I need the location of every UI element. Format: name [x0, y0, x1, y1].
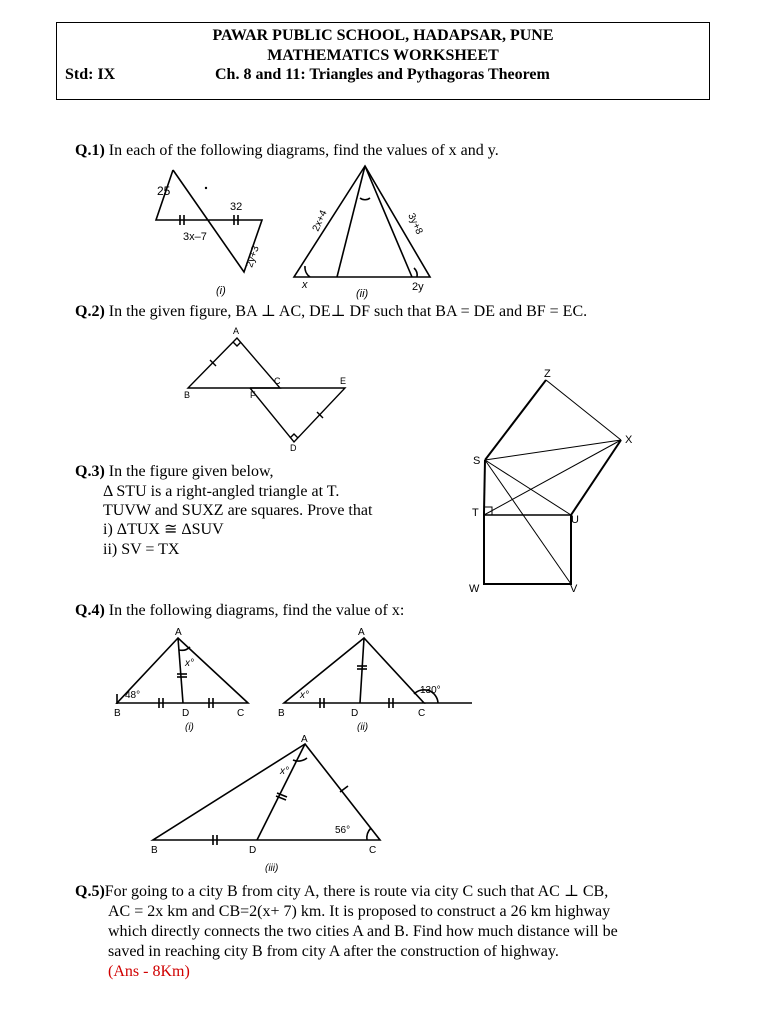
q4ii-angle-130: 130°	[420, 685, 441, 696]
q1-figure-i	[140, 160, 280, 300]
q4i-label-b: B	[114, 708, 121, 719]
question-text: In each of the following diagrams, find the values of x and y.	[104, 142, 499, 159]
question-number: Q.3)	[75, 463, 105, 480]
q3-line-3: i) ΔTUX ≅ ΔSUV	[103, 521, 224, 538]
q4-figure-i	[105, 622, 260, 737]
q4iii-label-b: B	[151, 845, 158, 856]
q3-label-v: V	[570, 583, 578, 595]
q4i-label-c: C	[237, 708, 245, 719]
q5-line-1: For going to a city B from city A, there is route via city C such that AC ⊥ CB,	[104, 883, 609, 900]
q4iii-label-d: D	[249, 845, 257, 856]
q4ii-angle-x: x°	[300, 690, 309, 701]
q3-figure	[465, 365, 650, 600]
question-number: Q.4)	[75, 602, 105, 619]
question-4	[75, 601, 404, 621]
question-text: In the figure given below,	[104, 463, 274, 480]
chapter-title: Ch. 8 and 11: Triangles and Pythagoras Theorem	[215, 66, 550, 83]
q1ii-label-left: 2x+4	[310, 208, 330, 234]
standard-label: Std: IX	[65, 66, 116, 83]
q4-figure-ii	[272, 622, 477, 737]
worksheet-header	[56, 22, 710, 100]
question-number: Q.1)	[75, 142, 105, 159]
q3-label-x: X	[625, 434, 633, 446]
q4ii-label-d: D	[351, 708, 359, 719]
q4i-caption: (i)	[185, 722, 194, 733]
question-1	[75, 141, 499, 161]
q4iii-label-a: A	[301, 734, 308, 745]
q5-line-4: saved in reaching city B from city A after the construction of highway.	[108, 943, 559, 960]
school-name: PAWAR PUBLIC SCHOOL, HADAPSAR, PUNE	[212, 27, 554, 44]
q1-figure-ii	[290, 160, 440, 300]
q1ii-label-2y: 2y	[412, 281, 424, 293]
q1ii-label-x: x	[302, 279, 308, 291]
question-text: In the given figure, BA ⊥ AC, DE⊥ DF such that BA = DE and BF = EC.	[104, 303, 588, 320]
q3-line-4: ii) SV = TX	[103, 541, 180, 558]
q3-label-z: Z	[544, 368, 551, 380]
q4i-label-a: A	[175, 627, 182, 638]
q3-label-w: W	[469, 583, 480, 595]
q4ii-label-c: C	[418, 708, 426, 719]
q2-label-e: E	[340, 376, 347, 386]
question-2	[75, 302, 587, 322]
q1i-label-25: 25	[157, 184, 171, 198]
q3-label-t: T	[472, 507, 479, 519]
q4ii-label-b: B	[278, 708, 285, 719]
question-text: In the following diagrams, find the value of x:	[104, 602, 405, 619]
q3-line-1: Δ STU is a right-angled triangle at T.	[103, 483, 340, 500]
q2-label-c: C	[274, 376, 281, 386]
q4iii-angle-56: 56°	[335, 825, 351, 836]
q4ii-caption: (ii)	[357, 722, 369, 733]
question-3	[75, 462, 273, 482]
q1ii-caption: (ii)	[356, 288, 369, 300]
q4i-angle-48: 48°	[125, 690, 141, 701]
q3-label-u: U	[571, 514, 579, 526]
q4iii-angle-x: x°	[280, 766, 289, 777]
q2-label-b: B	[184, 390, 191, 400]
q4i-angle-x: x°	[185, 658, 194, 669]
question-5	[75, 882, 608, 902]
q5-answer: (Ans - 8Km)	[108, 963, 190, 980]
q4ii-label-a: A	[358, 627, 365, 638]
q1ii-label-right: 3y+8	[405, 211, 425, 237]
worksheet-title: MATHEMATICS WORKSHEET	[267, 47, 499, 64]
q5-line-3: which directly connects the two cities A and B. Find how much distance will be	[108, 923, 618, 940]
q4-figure-iii	[145, 730, 390, 878]
q3-line-2: TUVW and SUXZ are squares. Prove that	[103, 502, 373, 519]
q3-label-s: S	[473, 455, 481, 467]
question-number: Q.2)	[75, 303, 105, 320]
q2-figure	[180, 322, 360, 454]
q2-label-a: A	[233, 326, 240, 336]
q1i-label-32: 32	[230, 201, 243, 213]
q2-label-f: F	[250, 390, 256, 400]
q4i-label-d: D	[182, 708, 190, 719]
q2-label-d: D	[290, 443, 297, 453]
q4iii-label-c: C	[369, 845, 377, 856]
q1i-label-3x7: 3x–7	[183, 231, 207, 243]
q4iii-caption: (iii)	[265, 863, 279, 874]
q1i-caption: (i)	[216, 285, 226, 297]
question-number: Q.5)	[75, 883, 105, 900]
q1i-label-2y3: 2y+3	[244, 244, 262, 269]
q5-line-2: AC = 2x km and CB=2(x+ 7) km. It is proposed to construct a 26 km highway	[108, 903, 611, 920]
